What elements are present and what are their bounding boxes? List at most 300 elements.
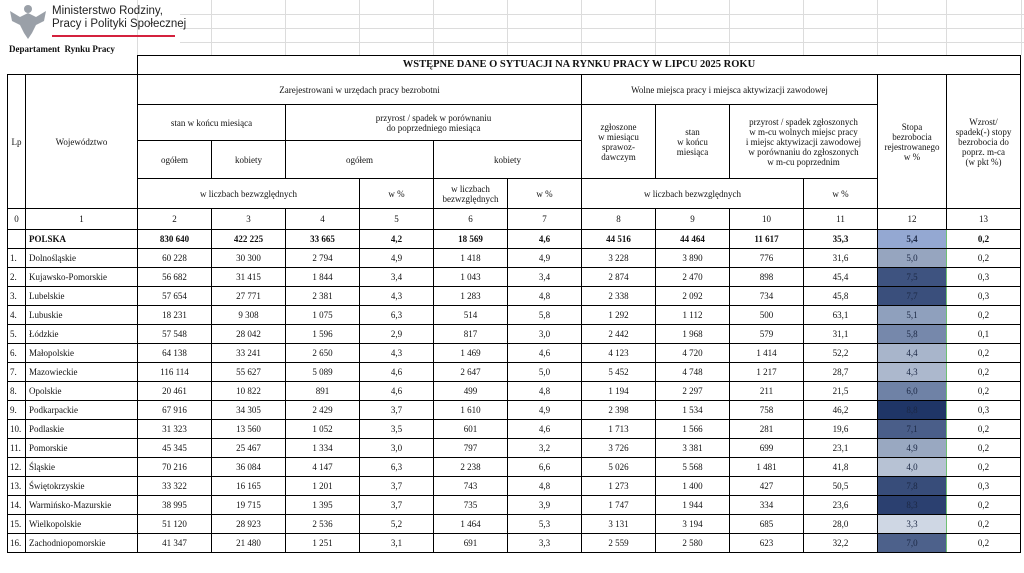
data-cell: 1 075: [286, 306, 360, 325]
data-cell: 623: [730, 534, 804, 553]
data-cell: 3,3: [508, 534, 582, 553]
header-vchange-line: w m-cu wolnych miejsc pracy: [749, 126, 858, 137]
data-cell: 817: [434, 325, 508, 344]
voivodeship-name: Świętokrzyskie: [26, 477, 138, 496]
data-cell: 685: [730, 515, 804, 534]
data-cell: 5 089: [286, 363, 360, 382]
data-cell: 36 084: [212, 458, 286, 477]
data-cell: 33 665: [286, 230, 360, 249]
data-cell: 33 322: [138, 477, 212, 496]
data-cell: 734: [730, 287, 804, 306]
data-cell: 3 381: [656, 439, 730, 458]
ministry-name: [52, 5, 186, 31]
table-row: [8, 287, 1021, 306]
data-cell: 3 131: [582, 515, 656, 534]
column-number: 9: [656, 209, 730, 230]
data-cell: 41,8: [804, 458, 878, 477]
data-cell: 1 418: [434, 249, 508, 268]
unemployment-rate-cell: 5,4: [878, 230, 947, 249]
row-number: 10.: [8, 420, 26, 439]
data-cell: 0,3: [947, 477, 1021, 496]
data-cell: 2 647: [434, 363, 508, 382]
data-cell: 2 429: [286, 401, 360, 420]
column-number: 11: [804, 209, 878, 230]
data-cell: 0,2: [947, 515, 1021, 534]
data-cell: 3,5: [360, 420, 434, 439]
header-percent-women: w %: [508, 179, 582, 209]
data-cell: 4,9: [360, 249, 434, 268]
data-cell: 1 273: [582, 477, 656, 496]
data-cell: 10 822: [212, 382, 286, 401]
department-label: Departament Rynku Pracy: [9, 44, 115, 54]
voivodeship-name: Wielkopolskie: [26, 515, 138, 534]
voivodeship-name: POLSKA: [26, 230, 138, 249]
data-cell: 1 112: [656, 306, 730, 325]
data-cell: 3,4: [508, 268, 582, 287]
row-number: 4.: [8, 306, 26, 325]
data-cell: 3 228: [582, 249, 656, 268]
table-row: [8, 268, 1021, 287]
data-cell: 3 726: [582, 439, 656, 458]
unemployment-rate-cell: 4,3: [878, 363, 947, 382]
data-cell: 2 092: [656, 287, 730, 306]
table-row: [8, 344, 1021, 363]
data-cell: 281: [730, 420, 804, 439]
column-number: 2: [138, 209, 212, 230]
data-cell: 3,1: [360, 534, 434, 553]
data-cell: 2 238: [434, 458, 508, 477]
data-cell: 4 123: [582, 344, 656, 363]
data-cell: 891: [286, 382, 360, 401]
header-delta-line: bezrobocia do: [958, 136, 1009, 147]
data-cell: 0,2: [947, 344, 1021, 363]
data-cell: 0,2: [947, 249, 1021, 268]
header-vchange-line: w porównaniu do zgłoszonych: [748, 146, 859, 157]
header-vacancies-group: Wolne miejsca pracy i miejsca aktywizacji zawodowej: [582, 75, 878, 105]
data-cell: 2 650: [286, 344, 360, 363]
data-cell: 1 400: [656, 477, 730, 496]
header-rate-line: bezrobocia: [892, 131, 932, 142]
header-percent: w %: [360, 179, 434, 209]
polish-eagle-emblem-icon: [6, 3, 50, 41]
table-row: [8, 401, 1021, 420]
data-cell: 1 944: [656, 496, 730, 515]
data-cell: 31,1: [804, 325, 878, 344]
data-cell: 44 464: [656, 230, 730, 249]
data-cell: 45 345: [138, 439, 212, 458]
data-cell: 28,7: [804, 363, 878, 382]
column-number: 5: [360, 209, 434, 230]
data-cell: 23,1: [804, 439, 878, 458]
data-cell: 1 747: [582, 496, 656, 515]
data-cell: 4,8: [508, 287, 582, 306]
column-number: 10: [730, 209, 804, 230]
data-cell: 60 228: [138, 249, 212, 268]
data-cell: 19 715: [212, 496, 286, 515]
data-cell: 4,6: [508, 230, 582, 249]
data-cell: 55 627: [212, 363, 286, 382]
data-cell: 57 654: [138, 287, 212, 306]
data-cell: 16 165: [212, 477, 286, 496]
ministry-line-1: Ministerstwo Rodziny,: [52, 5, 163, 17]
table-row: [8, 325, 1021, 344]
table-row: [8, 382, 1021, 401]
row-number: 7.: [8, 363, 26, 382]
header-vchange-line: i miejsc aktywizacji zawodowej: [745, 136, 862, 147]
data-cell: 1 596: [286, 325, 360, 344]
data-cell: 64 138: [138, 344, 212, 363]
labour-market-table: [7, 55, 1021, 553]
data-cell: 776: [730, 249, 804, 268]
ministry-red-underline: [52, 35, 175, 37]
data-cell: 0,2: [947, 420, 1021, 439]
data-cell: 4,9: [508, 401, 582, 420]
data-cell: 2 559: [582, 534, 656, 553]
data-cell: 758: [730, 401, 804, 420]
data-cell: 63,1: [804, 306, 878, 325]
unemployment-rate-cell: 7,1: [878, 420, 947, 439]
data-cell: 52,2: [804, 344, 878, 363]
data-cell: 3 194: [656, 515, 730, 534]
data-cell: 2 338: [582, 287, 656, 306]
unemployment-rate-cell: 7,8: [878, 477, 947, 496]
data-cell: 1 469: [434, 344, 508, 363]
data-cell: 0,2: [947, 496, 1021, 515]
voivodeship-name: Warmińsko-Mazurskie: [26, 496, 138, 515]
data-cell: 45,4: [804, 268, 878, 287]
table-row: [8, 439, 1021, 458]
data-cell: 0,3: [947, 287, 1021, 306]
header-abs6-line: bezwzględnych: [442, 193, 499, 204]
data-cell: 1 334: [286, 439, 360, 458]
row-number: 16.: [8, 534, 26, 553]
data-cell: 0,3: [947, 401, 1021, 420]
data-cell: 9 308: [212, 306, 286, 325]
data-cell: 0,2: [947, 230, 1021, 249]
data-cell: 5,2: [360, 515, 434, 534]
data-cell: 33 241: [212, 344, 286, 363]
column-number: 4: [286, 209, 360, 230]
row-number: 5.: [8, 325, 26, 344]
data-cell: 1 395: [286, 496, 360, 515]
data-cell: 41 347: [138, 534, 212, 553]
data-cell: 2 398: [582, 401, 656, 420]
data-cell: 19,6: [804, 420, 878, 439]
data-cell: 70 216: [138, 458, 212, 477]
voivodeship-name: Podlaskie: [26, 420, 138, 439]
row-number: 8.: [8, 382, 26, 401]
table-row-total: [8, 230, 1021, 249]
data-cell: 735: [434, 496, 508, 515]
data-cell: 4,8: [508, 382, 582, 401]
data-cell: 4,9: [508, 249, 582, 268]
header-unemployment-rate: [878, 75, 947, 209]
data-cell: 4,6: [360, 382, 434, 401]
voivodeship-name: Małopolskie: [26, 344, 138, 363]
unemployment-rate-cell: 3,3: [878, 515, 947, 534]
table-row: [8, 496, 1021, 515]
voivodeship-name: Opolskie: [26, 382, 138, 401]
data-cell: 0,3: [947, 268, 1021, 287]
header-absolute-women: [434, 179, 508, 209]
column-number: 12: [878, 209, 947, 230]
data-cell: 32,2: [804, 534, 878, 553]
row-number: 9.: [8, 401, 26, 420]
data-cell: 6,3: [360, 306, 434, 325]
column-number: 13: [947, 209, 1021, 230]
data-cell: 34 305: [212, 401, 286, 420]
data-cell: 18 231: [138, 306, 212, 325]
data-cell: 4,2: [360, 230, 434, 249]
data-cell: 21,5: [804, 382, 878, 401]
unemployment-rate-cell: 4,0: [878, 458, 947, 477]
voivodeship-name: Śląskie: [26, 458, 138, 477]
header-rate-line: w %: [903, 151, 921, 162]
data-cell: 51 120: [138, 515, 212, 534]
data-cell: 2 297: [656, 382, 730, 401]
header-total: ogółem: [138, 141, 212, 179]
unemployment-rate-cell: 4,9: [878, 439, 947, 458]
data-cell: 2 794: [286, 249, 360, 268]
header-rate-line: rejestrowanego: [884, 141, 940, 152]
unemployment-rate-cell: 8,3: [878, 496, 947, 515]
data-cell: 27 771: [212, 287, 286, 306]
data-cell: 50,5: [804, 477, 878, 496]
data-cell: 830 640: [138, 230, 212, 249]
voivodeship-name: Łódzkie: [26, 325, 138, 344]
data-cell: 4,3: [360, 344, 434, 363]
header-reported-line: w miesiącu: [598, 131, 639, 142]
header-rate-change: [947, 75, 1021, 209]
data-cell: 35,3: [804, 230, 878, 249]
data-cell: 0,2: [947, 458, 1021, 477]
data-cell: 1 052: [286, 420, 360, 439]
unemployment-rate-cell: 4,4: [878, 344, 947, 363]
data-cell: 3,7: [360, 496, 434, 515]
data-cell: 2 442: [582, 325, 656, 344]
unemployment-rate-cell: 5,1: [878, 306, 947, 325]
data-cell: 28 923: [212, 515, 286, 534]
data-cell: 3,4: [360, 268, 434, 287]
data-cell: 1 201: [286, 477, 360, 496]
data-cell: 1 844: [286, 268, 360, 287]
data-cell: 211: [730, 382, 804, 401]
data-cell: 1 464: [434, 515, 508, 534]
data-cell: 30 300: [212, 249, 286, 268]
data-cell: 46,2: [804, 401, 878, 420]
row-number: 14.: [8, 496, 26, 515]
row-number: 1.: [8, 249, 26, 268]
column-number: 6: [434, 209, 508, 230]
data-cell: 2 536: [286, 515, 360, 534]
header-vchange-line: w m-cu poprzednim: [767, 156, 840, 167]
data-cell: 5,3: [508, 515, 582, 534]
header-reported-line: dawczym: [601, 151, 636, 162]
unemployment-rate-cell: 7,0: [878, 534, 947, 553]
data-cell: 5,0: [508, 363, 582, 382]
data-cell: 601: [434, 420, 508, 439]
header-absolute-numbers: w liczbach bezwzględnych: [138, 179, 360, 209]
data-cell: 500: [730, 306, 804, 325]
data-cell: 1 610: [434, 401, 508, 420]
data-cell: 422 225: [212, 230, 286, 249]
table-title: WSTĘPNE DANE O SYTUACJI NA RYNKU PRACY W LIPCU 2025 ROKU: [138, 56, 1021, 75]
table-row: [8, 249, 1021, 268]
data-cell: 57 548: [138, 325, 212, 344]
data-cell: 11 617: [730, 230, 804, 249]
data-cell: 1 283: [434, 287, 508, 306]
data-cell: 116 114: [138, 363, 212, 382]
data-cell: 38 995: [138, 496, 212, 515]
data-cell: 4,8: [508, 477, 582, 496]
header-delta-line: spadek(-) stopy: [955, 126, 1012, 137]
header-absolute-vacancies: w liczbach bezwzględnych: [582, 179, 804, 209]
data-cell: 5,8: [508, 306, 582, 325]
data-cell: 3,7: [360, 477, 434, 496]
header-delta-line: Wzrost/: [969, 116, 998, 127]
data-cell: 6,3: [360, 458, 434, 477]
data-cell: 797: [434, 439, 508, 458]
ministry-line-2: Pracy i Polityki Społecznej: [52, 18, 187, 30]
header-reported: [582, 105, 656, 179]
data-cell: 1 713: [582, 420, 656, 439]
column-number: 3: [212, 209, 286, 230]
data-cell: 0,2: [947, 534, 1021, 553]
data-cell: 2 470: [656, 268, 730, 287]
data-cell: 1 251: [286, 534, 360, 553]
table-row: [8, 477, 1021, 496]
header-change-line: przyrost / spadek w porównaniu: [375, 112, 492, 123]
header-state-line: stan: [685, 126, 700, 137]
data-cell: 0,1: [947, 325, 1021, 344]
data-cell: 25 467: [212, 439, 286, 458]
data-cell: 1 217: [730, 363, 804, 382]
column-number: 7: [508, 209, 582, 230]
unemployment-rate-cell: 5,8: [878, 325, 947, 344]
data-cell: 4 748: [656, 363, 730, 382]
header-percent-vacancies: w %: [804, 179, 878, 209]
row-number: 3.: [8, 287, 26, 306]
data-cell: 579: [730, 325, 804, 344]
row-number: 13.: [8, 477, 26, 496]
data-cell: 1 194: [582, 382, 656, 401]
data-cell: 2 381: [286, 287, 360, 306]
data-cell: 3,9: [508, 496, 582, 515]
header-abs6-line: w liczbach: [451, 183, 490, 194]
data-cell: 2 580: [656, 534, 730, 553]
data-cell: 3,2: [508, 439, 582, 458]
data-cell: 743: [434, 477, 508, 496]
header-rate-line: Stopa: [901, 121, 923, 132]
data-cell: 56 682: [138, 268, 212, 287]
header-voivodeship: Województwo: [26, 75, 138, 209]
data-cell: 31,6: [804, 249, 878, 268]
data-cell: 44 516: [582, 230, 656, 249]
header-change-total: ogółem: [286, 141, 434, 179]
row-number: 6.: [8, 344, 26, 363]
table-row: [8, 306, 1021, 325]
data-cell: 2 874: [582, 268, 656, 287]
data-cell: 2,9: [360, 325, 434, 344]
table-row: [8, 420, 1021, 439]
data-cell: 691: [434, 534, 508, 553]
data-cell: 4 720: [656, 344, 730, 363]
data-cell: 13 560: [212, 420, 286, 439]
unemployment-rate-cell: 6,0: [878, 382, 947, 401]
data-cell: 4,6: [360, 363, 434, 382]
data-cell: 0,2: [947, 306, 1021, 325]
column-number: 1: [26, 209, 138, 230]
header-state-line: w końcu: [677, 136, 708, 147]
data-cell: 3,0: [508, 325, 582, 344]
header-women: kobiety: [212, 141, 286, 179]
table-row: [8, 458, 1021, 477]
data-cell: 31 323: [138, 420, 212, 439]
data-cell: 6,6: [508, 458, 582, 477]
header-vchange-line: przyrost / spadek zgłoszonych: [749, 116, 858, 127]
table-row: [8, 534, 1021, 553]
data-cell: 4,6: [508, 420, 582, 439]
data-cell: 1 481: [730, 458, 804, 477]
unemployment-rate-cell: 8,8: [878, 401, 947, 420]
data-cell: 5 452: [582, 363, 656, 382]
row-number: [8, 230, 26, 249]
data-cell: 21 480: [212, 534, 286, 553]
data-cell: 4 147: [286, 458, 360, 477]
data-cell: 31 415: [212, 268, 286, 287]
voivodeship-name: Lubelskie: [26, 287, 138, 306]
data-cell: 334: [730, 496, 804, 515]
data-cell: 0,2: [947, 439, 1021, 458]
voivodeship-name: Pomorskie: [26, 439, 138, 458]
voivodeship-name: Kujawsko-Pomorskie: [26, 268, 138, 287]
data-cell: 1 566: [656, 420, 730, 439]
data-cell: 514: [434, 306, 508, 325]
header-reported-line: zgłoszone: [600, 121, 637, 132]
header-lp: Lp: [8, 75, 26, 209]
row-number: 2.: [8, 268, 26, 287]
table-row: [8, 515, 1021, 534]
table-row: [8, 363, 1021, 382]
data-cell: 0,2: [947, 382, 1021, 401]
data-cell: 0,2: [947, 363, 1021, 382]
data-cell: 1 414: [730, 344, 804, 363]
voivodeship-name: Lubuskie: [26, 306, 138, 325]
data-cell: 427: [730, 477, 804, 496]
voivodeship-name: Mazowieckie: [26, 363, 138, 382]
data-cell: 1 968: [656, 325, 730, 344]
voivodeship-name: Podkarpackie: [26, 401, 138, 420]
data-cell: 499: [434, 382, 508, 401]
data-cell: 20 461: [138, 382, 212, 401]
data-cell: 699: [730, 439, 804, 458]
voivodeship-name: Dolnośląskie: [26, 249, 138, 268]
header-delta-line: (w pkt %): [965, 156, 1002, 167]
data-cell: 45,8: [804, 287, 878, 306]
header-reported-line: sprawoz-: [602, 141, 635, 152]
header-state-end-month: [656, 105, 730, 179]
row-number: 12.: [8, 458, 26, 477]
data-cell: 23,6: [804, 496, 878, 515]
data-cell: 5 026: [582, 458, 656, 477]
row-number: 15.: [8, 515, 26, 534]
header-monthly-change: [286, 105, 582, 141]
unemployment-rate-cell: 7,7: [878, 287, 947, 306]
data-cell: 5 568: [656, 458, 730, 477]
header-state-line: miesiąca: [676, 146, 709, 157]
column-number: 0: [8, 209, 26, 230]
data-cell: 67 916: [138, 401, 212, 420]
